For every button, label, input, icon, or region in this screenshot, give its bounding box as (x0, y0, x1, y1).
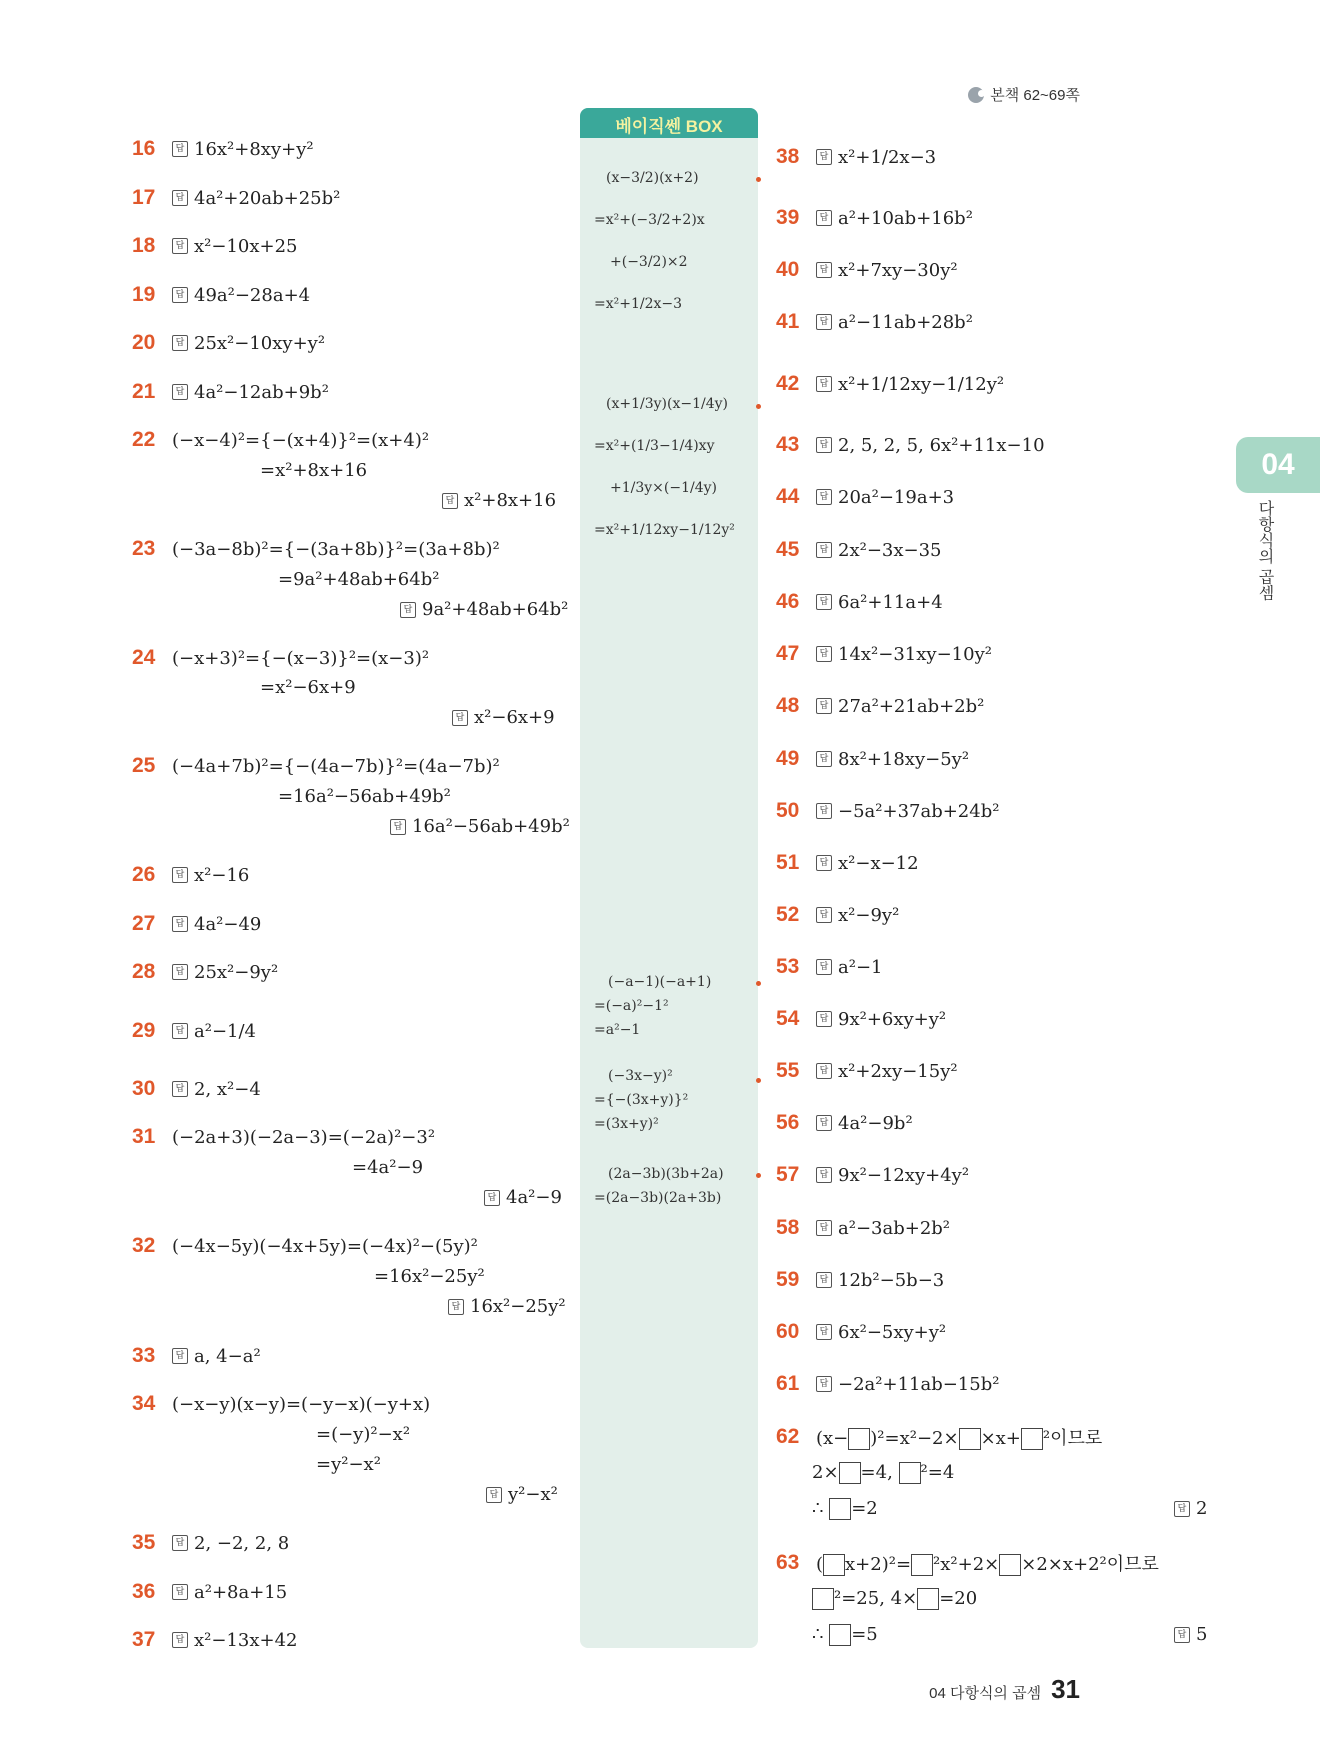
problem-number: 21 (132, 380, 156, 403)
connector-dot (756, 981, 761, 986)
answer-badge-icon: 답 (172, 1632, 188, 1648)
answer-text: x²−9y² (838, 904, 900, 926)
answer-item-33 (132, 1344, 261, 1368)
basic-box-header (580, 108, 758, 138)
answer-text: a²+8a+15 (194, 1581, 288, 1603)
answer-badge-icon: 답 (816, 149, 832, 165)
page-footer (929, 1674, 1080, 1705)
answer-item-37 (132, 1628, 298, 1652)
blank-box (899, 1462, 921, 1484)
page-reference (968, 84, 1080, 105)
text-part: ( (816, 1554, 824, 1575)
problem-number: 46 (776, 590, 800, 613)
answer-item-60 (776, 1320, 946, 1344)
text-part: ×2×x+2²이므로 (1021, 1554, 1159, 1575)
blank-box (829, 1498, 851, 1520)
answer-badge-icon: 답 (486, 1487, 502, 1503)
answer-text: 16x²−25y² (470, 1296, 566, 1317)
answer-item-24 (132, 646, 429, 670)
answer-text: 9x²−12xy+4y² (838, 1164, 970, 1186)
answer-text: −5a²+37ab+24b² (838, 800, 1000, 822)
box-line: (x+1/3y)(x−1/4y) (606, 396, 728, 412)
answer-item-39 (776, 206, 973, 230)
box-line: =x²+1/2x−3 (594, 296, 683, 312)
text-part: =2 (851, 1498, 878, 1519)
answer-text: x²+8x+16 (464, 490, 557, 511)
answer-text: 20a²−19a+3 (838, 486, 955, 508)
problem-number: 20 (132, 331, 156, 354)
box-line: (−a−1)(−a+1) (608, 974, 712, 990)
answer-text: 2 (1196, 1498, 1208, 1519)
problem-number: 58 (776, 1216, 800, 1239)
box-line: (2a−3b)(3b+2a) (608, 1166, 724, 1182)
problem-number: 34 (132, 1392, 156, 1415)
answer-item-58 (776, 1216, 950, 1240)
text-part: 2× (812, 1462, 839, 1483)
problem-number: 47 (776, 642, 800, 665)
answer-text: x²+1/2x−3 (838, 146, 937, 168)
answer-badge-icon: 답 (172, 141, 188, 157)
problem-number: 61 (776, 1372, 800, 1395)
answer-text: 5 (1196, 1624, 1208, 1645)
problem-number: 44 (776, 485, 800, 508)
problem-number: 17 (132, 186, 156, 209)
problem-number: 24 (132, 646, 156, 669)
answer-text: a²−1 (838, 956, 883, 978)
answer-badge-icon: 답 (172, 1081, 188, 1097)
answer-badge-icon: 답 (448, 1299, 464, 1315)
problem-number: 38 (776, 145, 800, 168)
answer-text: 2, 5, 2, 5, 6x²+11x−10 (838, 434, 1045, 456)
final-answer (1174, 1624, 1207, 1645)
box-line: =(3x+y)² (594, 1116, 659, 1132)
problem-number: 57 (776, 1163, 800, 1186)
answer-item-18 (132, 234, 298, 258)
answer-badge-icon: 답 (816, 855, 832, 871)
box-line: =x²+(1/3−1/4)xy (594, 438, 715, 454)
answer-badge-icon: 답 (816, 698, 832, 714)
problem-number: 33 (132, 1344, 156, 1367)
problem-number: 43 (776, 433, 800, 456)
answer-text: 6a²+11a+4 (838, 591, 943, 613)
connector-dot (756, 1173, 761, 1178)
box-line: (x−3/2)(x+2) (606, 170, 699, 186)
answer-badge-icon: 답 (816, 262, 832, 278)
answer-text: x²−16 (194, 864, 250, 886)
answer-text: 2x²−3x−35 (838, 539, 942, 561)
blank-box (959, 1428, 981, 1450)
connector-dot (756, 1078, 761, 1083)
answer-item-59 (776, 1268, 944, 1292)
answer-badge-icon: 답 (816, 1063, 832, 1079)
answer-item-61 (776, 1372, 999, 1396)
problem-number: 60 (776, 1320, 800, 1343)
solution-line: =(−y)²−x² (316, 1424, 411, 1445)
answer-item-34 (132, 1392, 430, 1416)
answer-item-40 (776, 258, 958, 282)
answer-item-30 (132, 1077, 261, 1101)
answer-item-20 (132, 331, 325, 355)
blank-box (911, 1554, 933, 1576)
answer-badge-icon: 답 (172, 190, 188, 206)
answer-badge-icon: 답 (172, 867, 188, 883)
reference-text: 본책 62~69쪽 (990, 87, 1080, 104)
answer-text: 49a²−28a+4 (194, 284, 311, 306)
problem-number: 59 (776, 1268, 800, 1291)
answer-badge-icon: 답 (816, 437, 832, 453)
final-answer (442, 490, 556, 511)
text-part: ∴ (812, 1498, 830, 1519)
answer-badge-icon: 답 (816, 594, 832, 610)
problem-number: 28 (132, 960, 156, 983)
final-answer (486, 1484, 558, 1505)
problem-number: 54 (776, 1007, 800, 1030)
answer-item-23 (132, 537, 500, 561)
answer-text: a²−11ab+28b² (838, 311, 973, 333)
solution-line: =16a²−56ab+49b² (278, 786, 451, 807)
footer-chapter: 04 다항식의 곱셈 (929, 1685, 1042, 1702)
answer-item-19 (132, 283, 310, 307)
answer-text: 8x²+18xy−5y² (838, 748, 970, 770)
answer-item-32 (132, 1234, 478, 1258)
answer-item-56 (776, 1111, 913, 1135)
answer-text: 27a²+21ab+2b² (838, 695, 985, 717)
answer-badge-icon: 답 (172, 1535, 188, 1551)
box-line: =x²+1/12xy−1/12y² (594, 522, 735, 538)
answer-badge-icon: 답 (816, 1011, 832, 1027)
problem-number: 49 (776, 747, 800, 770)
answer-badge-icon: 답 (172, 287, 188, 303)
answer-item-55 (776, 1059, 958, 1083)
problem-number: 16 (132, 137, 156, 160)
answer-item-41 (776, 310, 973, 334)
box-line: (−3x−y)² (608, 1068, 673, 1084)
answer-badge-icon: 답 (816, 803, 832, 819)
problem-number: 63 (776, 1551, 800, 1574)
answer-badge-icon: 답 (172, 1584, 188, 1600)
answer-item-26 (132, 863, 249, 887)
problem-number: 53 (776, 955, 800, 978)
problem-number: 29 (132, 1019, 156, 1042)
answer-text: a²−3ab+2b² (838, 1217, 951, 1239)
solution-line: =9a²+48ab+64b² (278, 569, 440, 590)
answer-badge-icon: 답 (172, 238, 188, 254)
answer-item-17 (132, 186, 340, 210)
text-part: )²=x²−2× (870, 1428, 959, 1449)
problem-number: 55 (776, 1059, 800, 1082)
problem-number: 25 (132, 754, 156, 777)
answer-text: a²−1/4 (194, 1020, 256, 1042)
text-part: =20 (939, 1588, 978, 1609)
answer-item-48 (776, 694, 984, 718)
text-part: x+2)²= (845, 1554, 912, 1575)
answer-badge-icon: 답 (816, 751, 832, 767)
box-line: =x²+(−3/2+2)x (594, 212, 705, 228)
answer-item-47 (776, 642, 992, 666)
answer-text: 4a²−9b² (838, 1112, 913, 1134)
solution-line: (−x−4)²={−(x+4)}²=(x+4)² (172, 429, 430, 451)
text-part: ²이므로 (1042, 1428, 1103, 1449)
answer-badge-icon: 답 (816, 376, 832, 392)
solution-line (816, 1550, 1159, 1576)
answer-item-21 (132, 380, 329, 404)
answer-text: 9a²+48ab+64b² (422, 599, 569, 620)
answer-badge-icon: 답 (172, 916, 188, 932)
answer-item-29 (132, 1019, 256, 1043)
answer-item-28 (132, 960, 278, 984)
answer-text: 12b²−5b−3 (838, 1269, 945, 1291)
text-part: ×x+ (980, 1428, 1021, 1449)
answer-badge-icon: 답 (390, 819, 406, 835)
answer-item-35 (132, 1531, 289, 1555)
problem-number: 40 (776, 258, 800, 281)
final-answer (390, 816, 570, 837)
answer-item-54 (776, 1007, 946, 1031)
answer-item-31 (132, 1125, 435, 1149)
answer-text: 16a²−56ab+49b² (412, 816, 570, 837)
text-part: ²=4 (920, 1462, 955, 1483)
answer-item-63 (776, 1550, 1159, 1576)
answer-text: x²+7xy−30y² (838, 259, 958, 281)
problem-number: 26 (132, 863, 156, 886)
solution-line: =16x²−25y² (374, 1266, 485, 1287)
blank-box (917, 1588, 939, 1610)
text-part: ²x²+2× (933, 1554, 1000, 1575)
problem-number: 36 (132, 1580, 156, 1603)
answer-text: 4a²−12ab+9b² (194, 381, 329, 403)
basic-box-title: 베이직쎈 BOX (615, 117, 723, 136)
chapter-tab (1236, 437, 1320, 493)
solution-line (812, 1462, 954, 1484)
answer-badge-icon: 답 (484, 1190, 500, 1206)
answer-badge-icon: 답 (816, 1324, 832, 1340)
answer-text: 2, x²−4 (194, 1078, 261, 1100)
answer-badge-icon: 답 (816, 646, 832, 662)
blank-box (999, 1554, 1021, 1576)
solution-line: =y²−x² (316, 1454, 381, 1475)
answer-badge-icon: 답 (816, 1167, 832, 1183)
answer-badge-icon: 답 (816, 907, 832, 923)
box-line: =(2a−3b)(2a+3b) (594, 1190, 722, 1206)
answer-item-50 (776, 799, 999, 823)
solution-line: =x²+8x+16 (260, 460, 368, 481)
answer-item-42 (776, 372, 1004, 396)
problem-number: 56 (776, 1111, 800, 1134)
answer-text: 4a²−9 (506, 1187, 562, 1208)
problem-number: 19 (132, 283, 156, 306)
basic-box-panel (580, 108, 758, 1648)
answer-badge-icon: 답 (442, 493, 458, 509)
problem-number: 42 (776, 372, 800, 395)
answer-item-36 (132, 1580, 287, 1604)
answer-text: x²+2xy−15y² (838, 1060, 958, 1082)
chapter-tab-number: 04 (1261, 448, 1295, 481)
solution-line (816, 1424, 1102, 1450)
problem-number: 52 (776, 903, 800, 926)
answer-item-49 (776, 747, 969, 771)
problem-number: 32 (132, 1234, 156, 1257)
solution-line: =x²−6x+9 (260, 677, 356, 698)
solution-line (812, 1498, 878, 1520)
problem-number: 39 (776, 206, 800, 229)
blank-box (829, 1624, 851, 1646)
problem-number: 18 (132, 234, 156, 257)
answer-item-27 (132, 912, 261, 936)
blank-box (848, 1428, 870, 1450)
answer-item-62 (776, 1424, 1102, 1450)
answer-item-16 (132, 137, 314, 161)
solution-line: (−x+3)²={−(x−3)}²=(x−3)² (172, 647, 430, 669)
solution-line: (−x−y)(x−y)=(−y−x)(−y+x) (172, 1393, 431, 1415)
answer-badge-icon: 답 (816, 959, 832, 975)
text-part: ²=25, 4× (834, 1588, 918, 1609)
answer-badge-icon: 답 (172, 964, 188, 980)
text-part: ∴ (812, 1624, 830, 1645)
answer-badge-icon: 답 (816, 210, 832, 226)
answer-text: a, 4−a² (194, 1345, 261, 1367)
answer-item-43 (776, 433, 1045, 457)
answer-text: 9x²+6xy+y² (838, 1008, 947, 1030)
answer-badge-icon: 답 (816, 314, 832, 330)
problem-number: 50 (776, 799, 800, 822)
answer-text: −2a²+11ab−15b² (838, 1373, 1000, 1395)
blank-box (812, 1588, 834, 1610)
answer-text: y²−x² (508, 1484, 558, 1505)
answer-item-46 (776, 590, 943, 614)
answer-item-22 (132, 428, 429, 452)
text-part: (x− (816, 1428, 849, 1449)
connector-dot (756, 177, 761, 182)
box-line: +1/3y×(−1/4y) (610, 480, 717, 496)
final-answer (1174, 1498, 1207, 1519)
answer-badge-icon: 답 (1174, 1627, 1190, 1643)
answer-text: 4a²+20ab+25b² (194, 187, 341, 209)
final-answer (484, 1187, 562, 1208)
problem-number: 45 (776, 538, 800, 561)
solution-line: (−4x−5y)(−4x+5y)=(−4x)²−(5y)² (172, 1235, 478, 1257)
answer-item-38 (776, 145, 936, 169)
blank-box (823, 1554, 845, 1576)
page-number: 31 (1051, 1674, 1080, 1704)
problem-number: 51 (776, 851, 800, 874)
problem-number: 23 (132, 537, 156, 560)
problem-number: 30 (132, 1077, 156, 1100)
answer-badge-icon: 답 (816, 1272, 832, 1288)
answer-text: 6x²−5xy+y² (838, 1321, 947, 1343)
answer-text: 25x²−10xy+y² (194, 332, 326, 354)
answer-text: 16x²+8xy+y² (194, 138, 314, 160)
text-part: =4, (860, 1462, 899, 1483)
problem-number: 22 (132, 428, 156, 451)
problem-number: 35 (132, 1531, 156, 1554)
chapter-side-title: 다항식의 곱셈 (1256, 500, 1273, 601)
answer-badge-icon: 답 (172, 1023, 188, 1039)
answer-text: 14x²−31xy−10y² (838, 643, 992, 665)
answer-item-45 (776, 538, 942, 562)
answer-badge-icon: 답 (172, 335, 188, 351)
solution-line (812, 1588, 977, 1610)
answer-badge-icon: 답 (400, 602, 416, 618)
problem-number: 48 (776, 694, 800, 717)
connector-dot (756, 404, 761, 409)
answer-badge-icon: 답 (816, 489, 832, 505)
answer-item-53 (776, 955, 882, 979)
box-line: =a²−1 (594, 1022, 641, 1038)
problem-number: 37 (132, 1628, 156, 1651)
answer-badge-icon: 답 (816, 1220, 832, 1236)
answer-badge-icon: 답 (816, 1115, 832, 1131)
answer-badge-icon: 답 (816, 542, 832, 558)
answer-badge-icon: 답 (1174, 1501, 1190, 1517)
answer-text: x²−x−12 (838, 852, 919, 874)
box-line: ={−(3x+y)}² (594, 1092, 689, 1108)
answer-badge-icon: 답 (172, 1348, 188, 1364)
solution-line (812, 1624, 878, 1646)
answer-text: 25x²−9y² (194, 961, 279, 983)
final-answer (452, 707, 555, 728)
answer-item-57 (776, 1163, 969, 1187)
answer-text: 4a²−49 (194, 913, 262, 935)
solution-line: (−3a−8b)²={−(3a+8b)}²=(3a+8b)² (172, 538, 500, 560)
answer-text: x²−13x+42 (194, 1629, 298, 1651)
problem-number: 62 (776, 1425, 800, 1448)
solution-line: (−4a+7b)²={−(4a−7b)}²=(4a−7b)² (172, 755, 500, 777)
answer-item-51 (776, 851, 919, 875)
final-answer (400, 599, 568, 620)
book-reference-icon (968, 87, 984, 103)
text-part: =5 (851, 1624, 878, 1645)
blank-box (839, 1462, 861, 1484)
answer-item-25 (132, 754, 500, 778)
answer-text: x²−6x+9 (474, 707, 555, 728)
answer-badge-icon: 답 (816, 1376, 832, 1392)
solution-line: (−2a+3)(−2a−3)=(−2a)²−3² (172, 1126, 436, 1148)
answer-text: x²+1/12xy−1/12y² (838, 373, 1005, 395)
answer-text: a²+10ab+16b² (838, 207, 973, 229)
answer-badge-icon: 답 (452, 710, 468, 726)
problem-number: 27 (132, 912, 156, 935)
answer-text: 2, −2, 2, 8 (194, 1532, 290, 1554)
problem-number: 31 (132, 1125, 156, 1148)
answer-badge-icon: 답 (172, 384, 188, 400)
solution-line: =4a²−9 (352, 1157, 424, 1178)
blank-box (1021, 1428, 1043, 1450)
box-line: +(−3/2)×2 (610, 254, 688, 270)
answer-item-52 (776, 903, 899, 927)
box-line: =(−a)²−1² (594, 998, 669, 1014)
answer-text: x²−10x+25 (194, 235, 298, 257)
final-answer (448, 1296, 566, 1317)
answer-item-44 (776, 485, 954, 509)
problem-number: 41 (776, 310, 800, 333)
